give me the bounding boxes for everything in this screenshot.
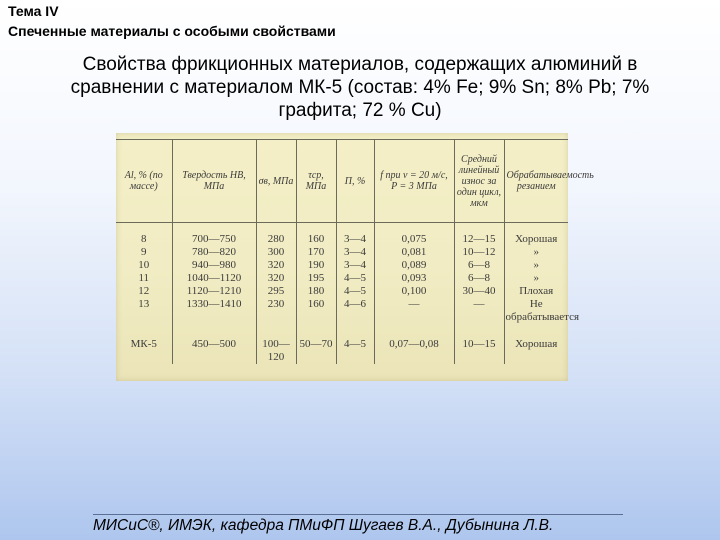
table-cell: 700—750 (172, 223, 256, 247)
table-row (116, 246, 568, 259)
table-row (116, 223, 568, 247)
footer-divider (93, 514, 623, 515)
table-cell: Хорошая (504, 223, 568, 247)
table-row (116, 285, 568, 298)
table-cell: 160 (296, 298, 336, 324)
slide-title: Свойства фрикционных материалов, содержащих алюминий в сравнении с материалом МК-5 (состав: 4% Fe; 9% Sn; 8% Pb; 7% графита; 72 % Cu) (70, 54, 650, 121)
table-cell: 780—820 (172, 246, 256, 259)
table-image (116, 133, 594, 381)
table-cell: 11 (116, 272, 172, 285)
table-cell: 0,089 (374, 259, 454, 272)
table-cell: 195 (296, 272, 336, 285)
table-cell: 4—5 (336, 324, 374, 364)
table-cell: 3—4 (336, 246, 374, 259)
table-cell: 12—15 (454, 223, 504, 247)
table-cell: » (504, 272, 568, 285)
table-cell: 10—15 (454, 324, 504, 364)
footer-credits: МИСиС®, ИМЭК, кафедра ПМиФП Шугаев В.А., Дубынина Л.В. (93, 517, 554, 534)
table-cell: 320 (256, 272, 296, 285)
header-machinability: Обрабатываемость резанием (504, 140, 568, 223)
table-cell: 0,07—0,08 (374, 324, 454, 364)
table-cell: Хорошая (504, 324, 568, 364)
table-row (116, 298, 568, 324)
table-cell: 0,081 (374, 246, 454, 259)
table-cell: 100— 120 (256, 324, 296, 364)
properties-table (116, 139, 594, 364)
table-cell: 4—5 (336, 285, 374, 298)
table-cell: — (454, 298, 504, 324)
table-cell: 0,093 (374, 272, 454, 285)
table-cell: 230 (256, 298, 296, 324)
table-cell: 0,100 (374, 285, 454, 298)
subtopic-label: Спеченные материалы с особыми свойствами (8, 23, 336, 39)
table-cell: 1330—1410 (172, 298, 256, 324)
header-shear-strength: τср, МПа (296, 140, 336, 223)
table-cell: 6—8 (454, 272, 504, 285)
table-cell: Не обрабатывается (505, 298, 580, 323)
table-cell: 1040—1120 (172, 272, 256, 285)
table-cell: Плохая (504, 285, 568, 298)
table-cell: МК-5 (116, 324, 172, 364)
table-cell: 4—5 (336, 272, 374, 285)
header-hardness: Твердость HB, МПа (172, 140, 256, 223)
header-wear: Средний линейный износ за один цикл, мкм (454, 140, 504, 223)
table-cell: 170 (296, 246, 336, 259)
table-cell: » (504, 259, 568, 272)
table-row (116, 272, 568, 285)
table-cell: 10 (116, 259, 172, 272)
table-cell: 3—4 (336, 259, 374, 272)
table-cell: 8 (116, 223, 172, 247)
table-row-mk5 (116, 324, 568, 364)
table-cell: 190 (296, 259, 336, 272)
table-cell: » (504, 246, 568, 259)
table-cell: 4—6 (336, 298, 374, 324)
table-cell: 450—500 (172, 324, 256, 364)
table-cell: 1120—1210 (172, 285, 256, 298)
table-cell: 30—40 (454, 285, 504, 298)
table-cell: — (374, 298, 454, 324)
table-cell: 50—70 (296, 324, 336, 364)
table-cell: 300 (256, 246, 296, 259)
table-cell: 3—4 (336, 223, 374, 247)
table-row (116, 259, 568, 272)
table-cell: 320 (256, 259, 296, 272)
table-cell: 12 (116, 285, 172, 298)
table-cell: 295 (256, 285, 296, 298)
header-friction-coefficient: f при v = 20 м/с, P = 3 МПа (374, 140, 454, 223)
table-cell: 280 (256, 223, 296, 247)
table-cell: 9 (116, 246, 172, 259)
table-cell: 10—12 (454, 246, 504, 259)
header-tensile-strength: σв, МПа (256, 140, 296, 223)
table-cell: 940—980 (172, 259, 256, 272)
table-cell: 180 (296, 285, 336, 298)
table-cell: 0,075 (374, 223, 454, 247)
table-cell: 6—8 (454, 259, 504, 272)
table-cell: 160 (296, 223, 336, 247)
topic-label: Тема IV (8, 3, 59, 19)
table-cell: 13 (116, 298, 172, 324)
header-al-content: Al, % (по массе) (116, 140, 172, 223)
header-porosity: П, % (336, 140, 374, 223)
table-header-row (116, 140, 568, 223)
